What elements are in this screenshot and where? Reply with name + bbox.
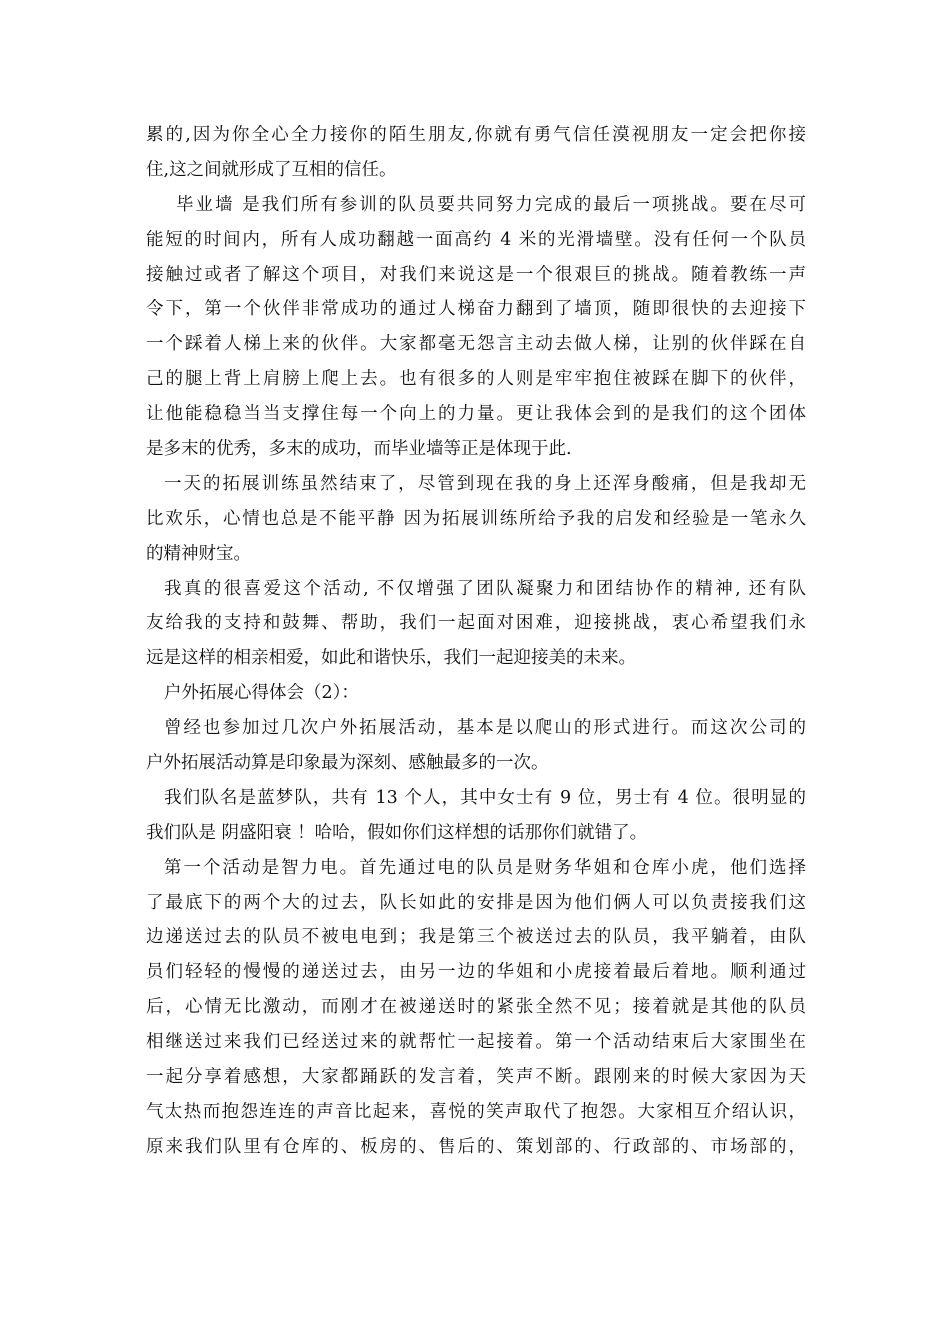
- text-line: 毕业墙 是我们所有参训的队员要共同努力完成的最后一项挑战。要在尽可: [176, 194, 806, 215]
- text-line: 一个踩着人梯上来的伙伴。大家都毫无怨言主动去做人梯，让别的伙伴踩在自: [146, 334, 806, 355]
- text-line: 一天的拓展训练虽然结束了，尽管到现在我的身上还浑身酸痛，但是我却无: [164, 473, 806, 494]
- text-line: 是多末的优秀，多末的成功，而毕业墙等正是体现于此.: [146, 439, 572, 460]
- text-line: 原来我们队里有仓库的、板房的、售后的、策划部的、行政部的、市场部的，: [146, 1136, 806, 1157]
- text-line: 曾经也参加过几次户外拓展活动，基本是以爬山的形式进行。而这次公司的: [164, 718, 806, 739]
- text-line: 气太热而抱怨连连的声音比起来，喜悦的笑声取代了抱怨。大家相互介绍认识，: [146, 1101, 806, 1122]
- text-line: 我们队名是蓝梦队，共有 13 个人，其中女士有 9 位，男士有 4 位。很明显的: [164, 787, 806, 808]
- text-line: 友给我的支持和鼓舞、帮助，我们一起面对困难，迎接挑战，衷心希望我们永: [146, 613, 806, 634]
- text-line: 的精神财宝。: [146, 543, 251, 564]
- text-line: 第一个活动是智力电。首先通过电的队员是财务华姐和仓库小虎，他们选择: [164, 857, 806, 878]
- text-line: 户外拓展心得体会（2）：: [164, 683, 359, 704]
- text-line: 我们队是 阴盛阳衰 ！哈哈，假如你们这样想的话那你们就错了。: [146, 822, 648, 843]
- text-line: 比欢乐，心情也总是不能平静 因为拓展训练所给予我的启发和经验是一笔永久: [146, 508, 806, 529]
- text-line: 我真的很喜爱这个活动, 不仅增强了团队凝聚力和团结协作的精神, 还有队: [164, 578, 806, 599]
- document-page: [146, 118, 806, 1165]
- text-line: 了最底下的两个大的过去，队长如此的安排是因为他们俩人可以负责接我们这: [146, 892, 806, 913]
- text-line: 远是这样的相亲相爱，如此和谐快乐，我们一起迎接美的未来。: [146, 648, 636, 669]
- text-line: 能短的时间内，所有人成功翻越一面高约 4 米的光滑墙壁。没有任何一个队员: [146, 229, 806, 250]
- text-line: 边递送过去的队员不被电电到；我是第三个被送过去的队员，我平躺着，由队: [146, 927, 806, 948]
- text-line: 令下，第一个伙伴非常成功的通过人梯奋力翻到了墙顶，随即很快的去迎接下: [146, 299, 806, 320]
- text-line: 一起分享着感想，大家都踊跃的发言着，笑声不断。跟刚来的时候大家因为天: [146, 1067, 806, 1088]
- text-line: 累的,因为你全心全力接你的陌生朋友,你就有勇气信任漠视朋友一定会把你接: [146, 125, 806, 145]
- text-line: 员们轻轻的慢慢的递送过去，由另一边的华姐和小虎接着最后着地。顺利通过: [146, 962, 806, 983]
- text-line: 后，心情无比激动，而刚才在被递送时的紧张全然不见；接着就是其他的队员: [146, 997, 806, 1018]
- text-line: 己的腿上背上肩膀上爬上去。也有很多的人则是牢牢抱住被踩在脚下的伙伴，: [146, 369, 806, 390]
- text-line: 相继送过来我们已经送过来的就帮忙一起接着。第一个活动结束后大家围坐在: [146, 1032, 806, 1053]
- text-line: 让他能稳稳当当支撑住每一个向上的力量。更让我体会到的是我们的这个团体: [146, 404, 806, 425]
- text-line: 住,这之间就形成了互相的信任。: [146, 159, 397, 180]
- text-line: 接触过或者了解这个项目，对我们来说这是一个很艰巨的挑战。随着教练一声: [146, 264, 806, 285]
- text-line: 户外拓展活动算是印象最为深刻、感触最多的一次。: [146, 753, 549, 774]
